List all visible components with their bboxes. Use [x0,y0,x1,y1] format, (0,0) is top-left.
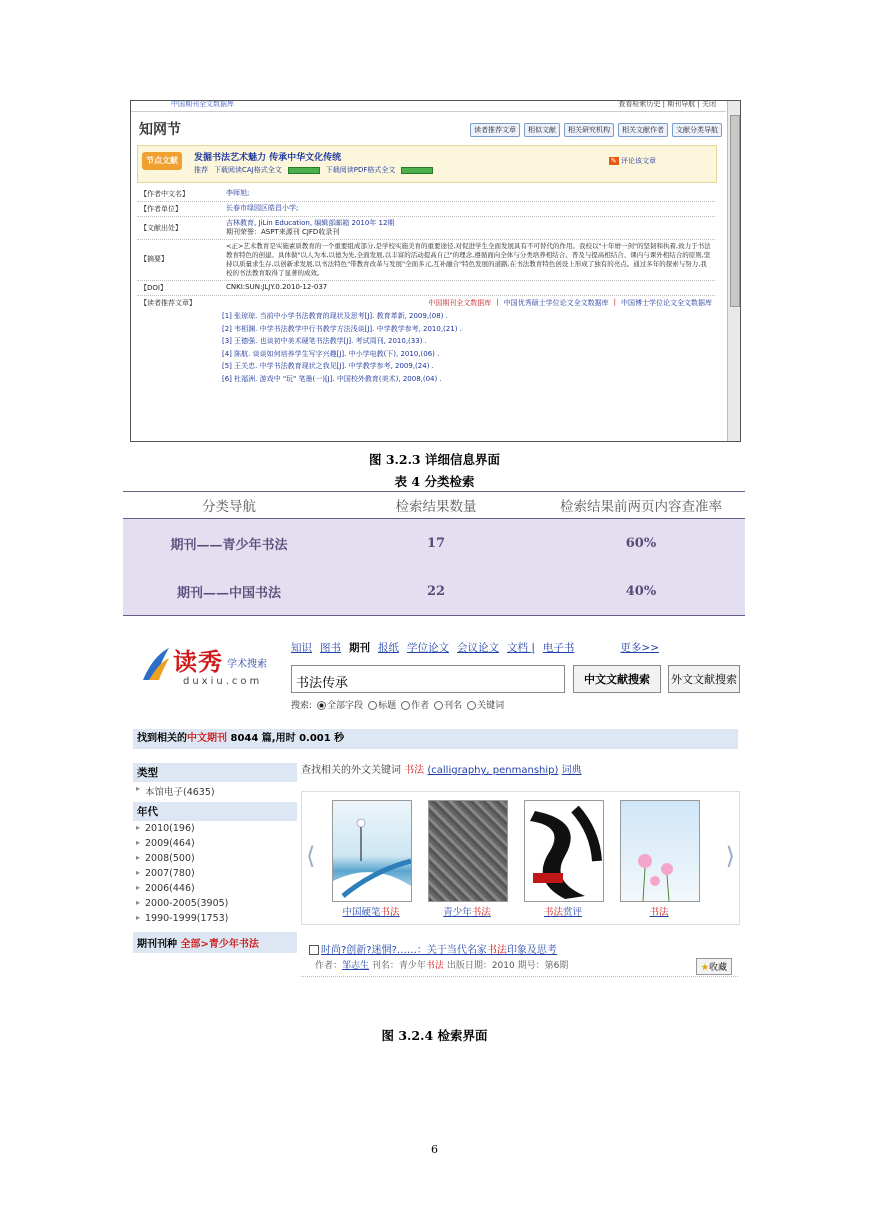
divider [301,976,738,977]
journal-type-heading [133,932,297,953]
doi-value: CNKI:SUN:JLJY.0.2010-12-037 [226,283,328,291]
field-label: 【DOI】 [140,284,167,292]
node-badge: 节点文献 [142,152,182,170]
table-header: 检索结果数量 [335,492,537,519]
comment-link[interactable] [609,156,656,166]
snow-scene-icon [333,801,411,901]
meta-journal-keyword: 书法 [425,961,444,971]
table-row [123,567,745,616]
book-cover-4[interactable] [620,800,700,902]
field-label: 【读者推荐文章】 [140,299,196,307]
nav-button-recommended[interactable]: 读者推荐文章 [470,123,520,137]
table-cell: 期刊——青少年书法 [123,519,335,568]
radio-icon [467,701,476,710]
radio-icon [401,701,410,710]
search-scope-options [291,698,504,711]
list-item[interactable]: [1] 张琼琼. 当前中小学书法教育的现状及思考[J]. 教育革新, 2009,(08) . [222,312,448,320]
tab-doctor-db[interactable]: 中国博士学位论文全文数据库 [621,299,712,307]
star-icon: ★ [700,963,709,973]
top-strip [131,101,726,112]
favorite-label: 收藏 [708,963,727,973]
info-row-author [137,187,715,202]
scope-option-label: 关键词 [477,701,505,711]
book-label-3[interactable] [518,904,608,918]
tab-journals[interactable]: 期刊 [349,642,370,654]
entry-title-text: 时尚?创新?迷惘?……：关于当代名家 [321,945,487,956]
results-main [301,761,738,973]
journal-head-label: 期刊刊种 [137,939,177,950]
table-cell: 40% [537,567,745,616]
scope-option-label: 标题 [378,701,397,711]
nav-button-categories[interactable]: 文献分类导航 [672,123,722,137]
table-header-row [123,492,745,519]
tab-theses[interactable]: 学位论文 [407,642,449,654]
info-row-reader [137,296,715,310]
article-title: 发掘书法艺术魅力 传承中华文化传统 [194,153,342,163]
page-number: 6 [431,1143,438,1156]
info-row-abstract [137,240,715,281]
nav-button-institutions[interactable]: 相关研究机构 [564,123,614,137]
download-caj-link[interactable]: 下载阅读CAJ格式全文 [214,166,282,174]
field-label: 【摘要】 [140,255,168,263]
book-cover-2[interactable] [428,800,508,902]
list-item[interactable]: [2] 韦相渊. 中学书法教学中行书教学方法浅谈[J]. 中学教学参考, 2010,(21) . [222,324,462,333]
field-value[interactable]: 长春市绿园区皓昌小学; [226,204,299,212]
filter-sidebar [133,761,297,953]
comment-label: 评论该文章 [621,157,656,165]
field-value[interactable]: 李师旭; [226,189,250,197]
info-row-unit [137,202,715,217]
book-label-keyword: 书法 [471,907,491,918]
sidebar-item[interactable]: ▸ 2000-2005(3905) [133,896,297,911]
radio-icon [434,701,443,710]
book-carousel [301,791,740,925]
radio-icon [368,701,377,710]
related-keyword: 书法 [404,765,425,776]
logo-url: duxiu.com [183,676,263,687]
journal-filter-breadcrumb[interactable]: 全部>青少年书法 [180,939,259,950]
result-entry-meta [315,958,568,971]
type-heading: 类型 [133,763,297,782]
foreign-search-button[interactable]: 外文文献搜索 [668,665,740,693]
tab-documents[interactable]: 文档 | [507,642,535,654]
tab-books[interactable]: 图书 [320,642,341,654]
result-count: 8044 篇,用时 0.001 秒 [227,733,345,744]
cnki-logo: 知网节 [139,122,181,138]
scope-option-all[interactable] [317,698,363,711]
sidebar-item[interactable]: ▸ 2006(446) [133,881,297,896]
download-pdf-bar [401,167,433,174]
year-heading: 年代 [133,802,297,821]
logo-subtitle: 学术搜索 [227,659,267,670]
table-row [123,519,745,568]
book-label-2[interactable] [422,904,512,918]
book-label-keyword: 书法 [543,907,563,918]
database-tabs: 中国期刊全文数据库 | 中国优秀硕士学位论文全文数据库 | 中国博士学位论文全文数据库 [428,298,712,307]
entry-title-keyword: 书法 [486,945,507,956]
nav-button-authors[interactable]: 相关文献作者 [618,123,668,137]
source-honor: 期刊荣誉：ASPT来源刊 CJFD收录刊 [226,228,340,236]
related-keywords [301,761,738,776]
flower-scene-icon [621,801,699,901]
reference-list [137,310,715,385]
download-pdf-link[interactable]: 下载阅读PDF格式全文 [325,166,396,174]
book-label-text: 青少年 [443,907,472,918]
list-item[interactable]: [5] 王关忠. 中学书法教育现状之我见[J]. 中学教学参考, 2009,(24) . [222,362,434,370]
sidebar-item[interactable]: ▸ 1990-1999(1753) [133,911,297,926]
search-input[interactable]: 书法传承 [291,665,565,693]
table-header: 分类导航 [123,492,335,519]
book-label-1[interactable] [326,904,416,918]
sidebar-item[interactable]: ▸ 2007(780) [133,866,297,881]
tab-knowledge[interactable]: 知识 [291,642,312,654]
scope-option-keyword[interactable] [467,698,504,711]
logo-brand: 读秀 [173,647,223,676]
field-label: 【作者单位】 [140,205,182,213]
related-label: 查找相关的外文关键词 [301,765,401,776]
nav-button-similar[interactable]: 相似文献 [524,123,560,137]
book-cover-3[interactable] [524,800,604,902]
field-value [223,217,715,239]
info-row-doi [137,281,715,296]
field-label: 【文献出处】 [140,224,182,232]
tab-master-db[interactable]: 中国优秀硕士学位论文全文数据库 [503,299,609,307]
book-label-4[interactable] [614,904,704,918]
scope-option-author[interactable] [401,698,429,711]
sidebar-item[interactable]: ▸ 2008(500) [133,851,297,866]
related-english-link[interactable]: (calligraphy, penmanship) [427,765,559,776]
chinese-search-button[interactable]: 中文文献搜索 [573,665,661,693]
tab-more[interactable]: 更多>> [620,642,659,654]
result-checkbox[interactable] [309,945,319,955]
nav-buttons [470,123,722,137]
tab-conference[interactable]: 会议论文 [457,642,499,654]
info-rows [137,187,715,385]
entry-title-text: 印象及思考 [506,945,557,956]
scrollbar-thumb[interactable] [730,115,740,307]
meta-author-link[interactable]: 邹志生 [342,961,370,971]
tab-ebooks[interactable]: 电子书 [542,642,575,654]
download-links [194,165,433,175]
book-label-text: 中国硬笔 [342,907,381,918]
article-box [137,145,717,183]
favorite-button[interactable] [696,958,732,975]
book-label-keyword: 书法 [380,907,400,918]
search-scope-label: 搜索: [291,701,313,711]
classification-table [123,491,745,616]
search-category-tabs [291,640,659,655]
duxiu-logo [141,642,281,692]
list-item[interactable]: [4] 陈航. 谈谈如何培养学生写字兴趣[J]. 中小学电教(下), 2010,(06) . [222,349,440,358]
book-label-keyword: 书法 [649,907,669,918]
table-cell: 22 [335,567,537,616]
comment-icon: ✎ [610,157,617,165]
scrollbar[interactable] [727,101,740,441]
scope-option-label: 刊名 [444,701,463,711]
sidebar-item[interactable]: ▸ 2009(464) [133,836,297,851]
field-label: 【作者中文名】 [140,190,189,198]
result-summary [133,729,738,749]
table-title: 表 4 分类检索 [394,474,475,489]
result-prefix: 找到相关的 [137,733,187,744]
info-row-source [137,217,715,240]
book-cover-1[interactable] [332,800,412,902]
calligraphy-stroke-icon [525,801,603,901]
meta-journal-label: 刊名：青少年 [371,961,426,971]
recommend-link[interactable]: 推荐 [194,166,208,174]
scope-option-title[interactable] [368,698,396,711]
table-cell: 17 [335,519,537,568]
carousel-next-icon[interactable]: ⟩ [725,842,735,870]
book-label-text: 赏评 [563,907,583,918]
sidebar-item[interactable]: ▸ 本馆电子(4635) [133,782,297,800]
source-journal[interactable]: 吉林教育, JiLin Education, 编辑部邮箱 2010年 12期 [226,219,395,227]
sidebar-item[interactable]: ▸ 2010(196) [133,821,297,836]
list-item[interactable]: [3] 王德强. 也谈初中美术硬笔书法教学[J]. 考试周刊, 2010,(33) . [222,337,427,345]
dictionary-link[interactable]: 词典 [561,765,582,776]
meta-author-label: 作者： [315,961,343,971]
tab-newspapers[interactable]: 报纸 [378,642,399,654]
table-cell: 60% [537,519,745,568]
result-db: 中文期刊 [187,733,227,744]
scope-option-journal[interactable] [434,698,462,711]
topstrip-right-links[interactable]: 查看检索历史 | 期刊导航 | 关闭 [618,100,716,108]
scope-option-label: 全部字段 [327,701,364,711]
abstract-text: <正>艺术教育是实施素质教育的一个重要组成部分,是学校实施美育的重要途径,对促进学生全面发展具有不可替代的作用。我校以"十年磨一剑"的坚韧和执着,致力于书法教育特色的创建。具体做"以人为本,以德为先,全面发展,以丰富的活动提高自己"的理念,遵循面向全体与分类培养相结合、普及与提高相结合、课内与课外相结合的原则,坚持以质量求生存,以创新求发展,以书法特色"带教育改革与发展"全面多元,互补融合"特色发展的道路,在书法教育特色创设上形成了独有的亮点。通过多年的探索与努力,我校的书法教育取得了显著的成效。 [226,242,711,277]
table-cell: 期刊——中国书法 [123,567,335,616]
carousel-prev-icon[interactable]: ⟨ [306,842,316,870]
duxiu-search-screenshot [133,628,738,1014]
result-entry-title[interactable] [309,941,557,956]
meta-date: 出版日期：2010 期号：第6期 [446,961,569,971]
figure-caption-1: 图 3.2.3 详细信息界面 [368,452,500,467]
download-caj-bar [288,167,320,174]
list-item[interactable]: [6] 杜福洲. 游戏中 "玩" 笔墨(一)[J]. 中国校外教育(美术), 2008,(04) . [222,374,442,383]
scope-option-label: 作者 [411,701,430,711]
cnki-detail-screenshot [130,100,741,442]
topstrip-left-link[interactable]: 中国期刊全文数据库 [171,100,234,108]
tab-journal-db[interactable]: 中国期刊全文数据库 [428,299,492,307]
figure-caption-2: 图 3.2.4 检索界面 [381,1028,488,1043]
table-header: 检索结果前两页内容查准率 [537,492,745,519]
duxiu-leaf-icon [141,646,171,682]
radio-selected-icon [317,701,326,710]
